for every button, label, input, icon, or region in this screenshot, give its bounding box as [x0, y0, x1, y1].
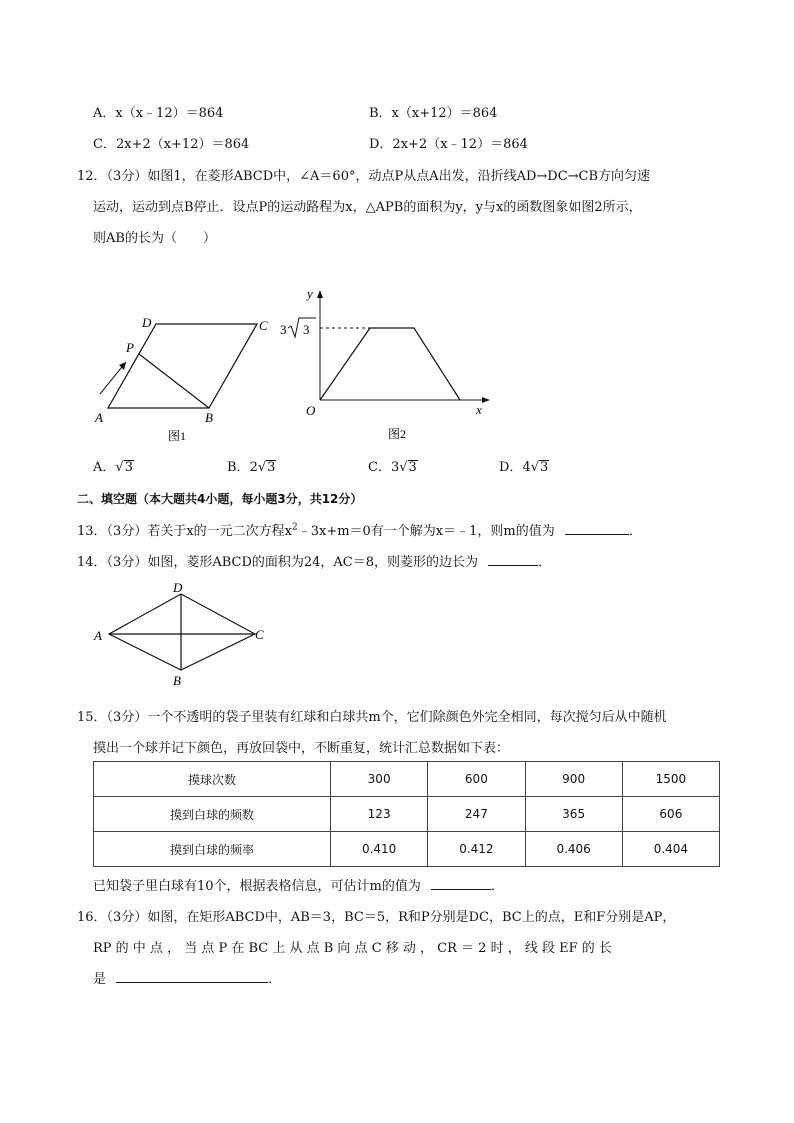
fig1-label-p: P: [126, 340, 134, 355]
q15-line-1: 15．（3分）一个不透明的袋子里装有红球和白球共m个，它们除颜色外完全相同，每次搅匀后从中随机: [77, 710, 667, 725]
section-2-heading: 二、填空题（本大题共4小题，每小题3分，共12分）: [77, 492, 363, 506]
rhombus-abcd: [108, 324, 257, 408]
q14-label-c: C: [255, 627, 264, 642]
q12-figure-2: [278, 284, 498, 446]
table-cell: 0.406: [525, 832, 622, 867]
table-cell: 247: [428, 797, 525, 832]
q11-option-b: B．x（x+12）＝864: [369, 106, 498, 121]
table-cell: 1500: [622, 762, 719, 797]
table-row-label: 摸到白球的频率: [94, 832, 331, 867]
q16-line-2: RP 的 中 点 ， 当 点 P 在 BC 上 从 点 B 向 点 C 移 动 ， CR ＝ 2 时 ， 线 段 EF 的 长: [93, 941, 612, 956]
fig1-label-c: C: [259, 318, 268, 333]
q14-figure: [90, 580, 270, 690]
q12-figure-1: [90, 312, 280, 444]
fig2-axis-x: x: [476, 402, 482, 417]
table-cell: 900: [525, 762, 622, 797]
table-row-label: 摸到白球的频数: [94, 797, 331, 832]
fig2-y-tick-rad: 3: [303, 322, 310, 337]
fig1-label-a: A: [95, 410, 103, 425]
q12-option-a: A．√3: [93, 460, 133, 475]
frequency-table: [93, 761, 720, 867]
q14-label-b: B: [173, 673, 181, 688]
table-row-label: 摸球次数: [94, 762, 331, 797]
rhombus-abcd: [109, 594, 255, 670]
fig1-caption: 图1: [168, 429, 187, 443]
fig2-caption: 图2: [388, 427, 407, 441]
q13-text: 13．（3分）若关于x的一元二次方程$x^2﹣3x+m=0$有一个解为x＝﹣1，则m的值为 ．: [77, 522, 642, 539]
q12-option-d: D．4√3: [499, 460, 549, 475]
q12-line-3: 则AB的长为（ ）: [93, 231, 216, 246]
q11-option-a: A．x（x﹣12）＝864: [93, 106, 224, 121]
q12-option-c: C．3√3: [368, 460, 417, 475]
table-cell: 300: [331, 762, 428, 797]
q11-option-d: D．2x+2（x﹣12）＝864: [369, 137, 528, 152]
q12-line-2: 运动，运动到点B停止．设点P的运动路程为x，△APB的面积为y，y与x的函数图象如图2所示，: [93, 200, 642, 215]
q14-answer-blank[interactable]: [488, 553, 538, 566]
q15-line-2: 摸出一个球并记下颜色，再放回袋中，不断重复，统计汇总数据如下表：: [93, 741, 510, 756]
q12-option-b: B．2√3: [227, 460, 276, 475]
table-cell: 606: [622, 797, 719, 832]
radical-sign-icon: √: [115, 460, 124, 475]
radical-sign-icon: √: [399, 460, 408, 475]
x-axis-arrow-icon: [482, 397, 490, 403]
table-row: [94, 762, 720, 797]
table-cell: 0.412: [428, 832, 525, 867]
table-cell: 600: [428, 762, 525, 797]
table-row: [94, 797, 720, 832]
q11-option-c: C．2x+2（x+12）＝864: [93, 137, 250, 152]
table-cell: 0.410: [331, 832, 428, 867]
q13-answer-blank[interactable]: [565, 522, 629, 535]
radical-sign-icon: [288, 318, 316, 337]
q16-line-1: 16．（3分）如图，在矩形ABCD中，AB＝3，BC＝5，R和P分别是DC，BC上的点，E和F分别是AP，: [77, 910, 676, 925]
q12-line-1: 12．（3分）如图1，在菱形ABCD中，∠A＝60°，动点P从点A出发，沿折线AD→DC→CB方向匀速: [77, 169, 651, 184]
fig1-label-b: B: [205, 410, 213, 425]
radical-sign-icon: √: [530, 460, 540, 475]
q15-answer-blank[interactable]: [431, 877, 491, 890]
table-row: [94, 832, 720, 867]
table-cell: 365: [525, 797, 622, 832]
fig2-y-tick-coef: 3: [280, 322, 287, 337]
q14-label-a: A: [94, 628, 102, 643]
q14-label-d: D: [173, 580, 183, 595]
table-cell: 123: [331, 797, 428, 832]
y-axis-arrow-icon: [317, 290, 323, 298]
fig1-label-d: D: [142, 315, 152, 330]
fig2-origin: O: [306, 403, 316, 418]
q14-text: 14．（3分）如图，菱形ABCD的面积为24，AC＝8，则菱形的边长为 ．: [77, 555, 552, 570]
q16-answer-blank[interactable]: [116, 970, 268, 983]
q16-line-3: 是 ．: [93, 972, 282, 987]
function-graph: [320, 328, 460, 400]
segment-pb: [139, 354, 209, 408]
fig2-axis-y: y: [307, 286, 313, 301]
radical-sign-icon: √: [257, 460, 267, 475]
q15-after-table: 已知袋子里白球有10个，根据表格信息，可估计m的值为 ．: [93, 879, 505, 894]
table-cell: 0.404: [622, 832, 719, 867]
